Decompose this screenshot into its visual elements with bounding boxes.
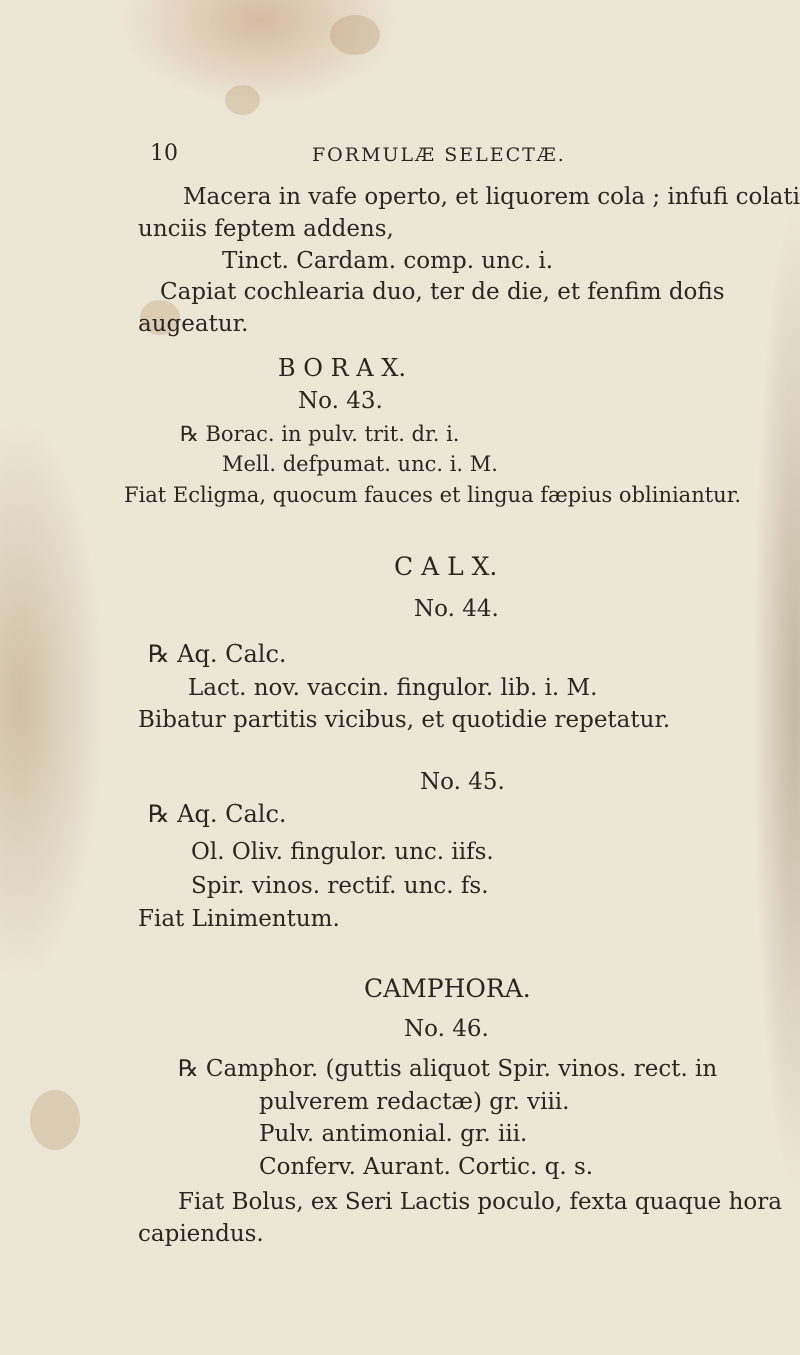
text-line: Tinct. Cardam. comp. unc. i.: [222, 248, 554, 274]
recipe-line: Conferv. Aurant. Cortic. q. s.: [259, 1154, 594, 1180]
recipe-line: Spir. vinos. rectif. unc. fs.: [191, 873, 489, 899]
recipe-line: ℞ Camphor. (guttis aliquot Spir. vinos. rect. in: [178, 1056, 718, 1082]
recipe-line: Lact. nov. vaccin. fingulor. lib. i. M.: [188, 675, 598, 701]
recipe-line: Ol. Oliv. fingulor. unc. iifs.: [191, 839, 494, 865]
recipe-line: Fiat Ecligma, quocum fauces et lingua fæpius obliniantur.: [124, 483, 742, 507]
section-title-camphora: CAMPHORA.: [364, 974, 531, 1003]
formula-number: No. 43.: [298, 388, 383, 414]
recipe-line: ℞ Aq. Calc.: [148, 800, 287, 828]
section-title-borax: B O R A X.: [278, 354, 406, 382]
recipe-line: pulverem redactæ) gr. viii.: [259, 1089, 570, 1115]
recipe-line: Fiat Linimentum.: [138, 906, 340, 932]
recipe-line: Fiat Bolus, ex Seri Lactis poculo, fexta quaque hora: [178, 1189, 782, 1215]
running-title: FORMULÆ SELECTÆ.: [312, 144, 566, 166]
page-number: 10: [150, 141, 178, 166]
recipe-line: capiendus.: [138, 1221, 264, 1247]
section-title-calx: C A L X.: [394, 552, 498, 581]
formula-number: No. 45.: [420, 769, 505, 795]
stain: [330, 15, 380, 55]
text-line: unciis feptem addens,: [138, 216, 394, 242]
stain: [30, 1090, 80, 1150]
recipe-line: Bibatur partitis vicibus, et quotidie repetatur.: [138, 707, 671, 733]
text-line: augeatur.: [138, 311, 249, 337]
recipe-line: Pulv. antimonial. gr. iii.: [259, 1121, 528, 1147]
text-line: Capiat cochlearia duo, ter de die, et fenfim dofis: [160, 279, 725, 305]
stain: [225, 85, 260, 115]
recipe-line: ℞ Borac. in pulv. trit. dr. i.: [180, 422, 460, 446]
recipe-line: ℞ Aq. Calc.: [148, 640, 287, 668]
text-line: Macera in vafe operto, et liquorem cola ; infufi colati: [183, 184, 800, 210]
formula-number: No. 44.: [414, 596, 499, 622]
formula-number: No. 46.: [404, 1016, 489, 1042]
recipe-line: Mell. defpumat. unc. i. M.: [222, 452, 498, 476]
